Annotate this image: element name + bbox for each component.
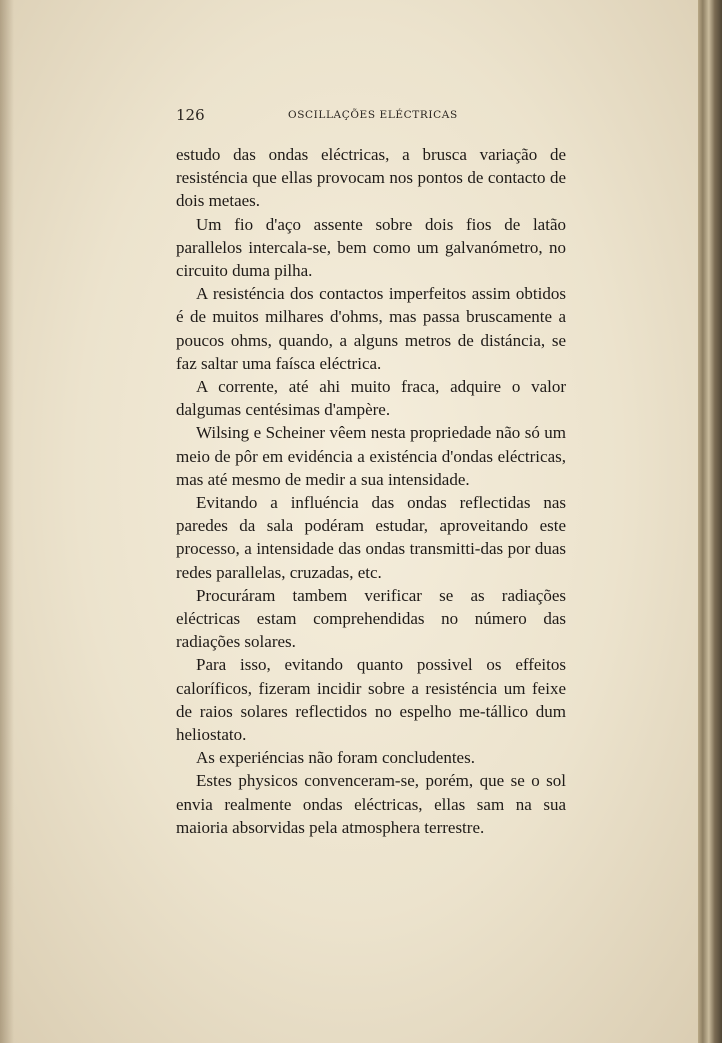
page-edge	[698, 0, 722, 1043]
paragraph: Um fio d'aço assente sobre dois fios de latão parallelos intercala-se, bem como um galvanómetro, no circuito duma pilha.	[176, 214, 566, 281]
paragraph: Procuráram tambem verificar se as radiações eléctricas estam comprehendidas no número das radiações solares.	[176, 585, 566, 652]
paragraph: A resisténcia dos contactos imperfeitos assim obtidos é de muitos milhares d'ohms, mas passa bruscamente a poucos ohms, quando, a alguns metros de distáncia, se faz saltar uma faísca eléctrica.	[176, 284, 566, 373]
paragraph: Evitando a influéncia das ondas reflectidas nas paredes da sala podéram estudar, aproveitando este processo, a intensidade das ondas transmitti-das por duas redes parallelas, cruzadas, etc.	[176, 493, 566, 582]
running-head	[176, 106, 566, 126]
paragraph: As experiéncias não foram concludentes.	[196, 748, 475, 768]
paragraph: Wilsing e Scheiner vêem nesta propriedade não só um meio de pôr em evidéncia a existéncia d'ondas eléctricas, mas até mesmo de medir a sua intensidade.	[176, 423, 566, 489]
page-number: 126	[176, 106, 205, 124]
paragraph: A corrente, até ahi muito fraca, adquire o valor dalgumas centésimas d'ampère.	[176, 377, 566, 420]
running-title: OSCILLAÇÕES ELÉCTRICAS	[288, 109, 458, 121]
paragraph: Estes physicos convenceram-se, porém, que se o sol envia realmente ondas eléctricas, ellas sam na sua maioria absorvidas pela atmosphera terrestre.	[176, 771, 566, 837]
paragraph: estudo das ondas eléctricas, a brusca variação de resisténcia que ellas provocam nos pontos de contacto de dois metaes.	[176, 145, 566, 211]
gutter-shadow	[0, 0, 14, 1043]
paragraph: Para isso, evitando quanto possivel os effeitos caloríficos, fizeram incidir sobre a resisténcia um feixe de raios solares reflectidos no espelho me-tállico dum heliostato.	[176, 655, 566, 745]
body-text	[176, 143, 566, 839]
